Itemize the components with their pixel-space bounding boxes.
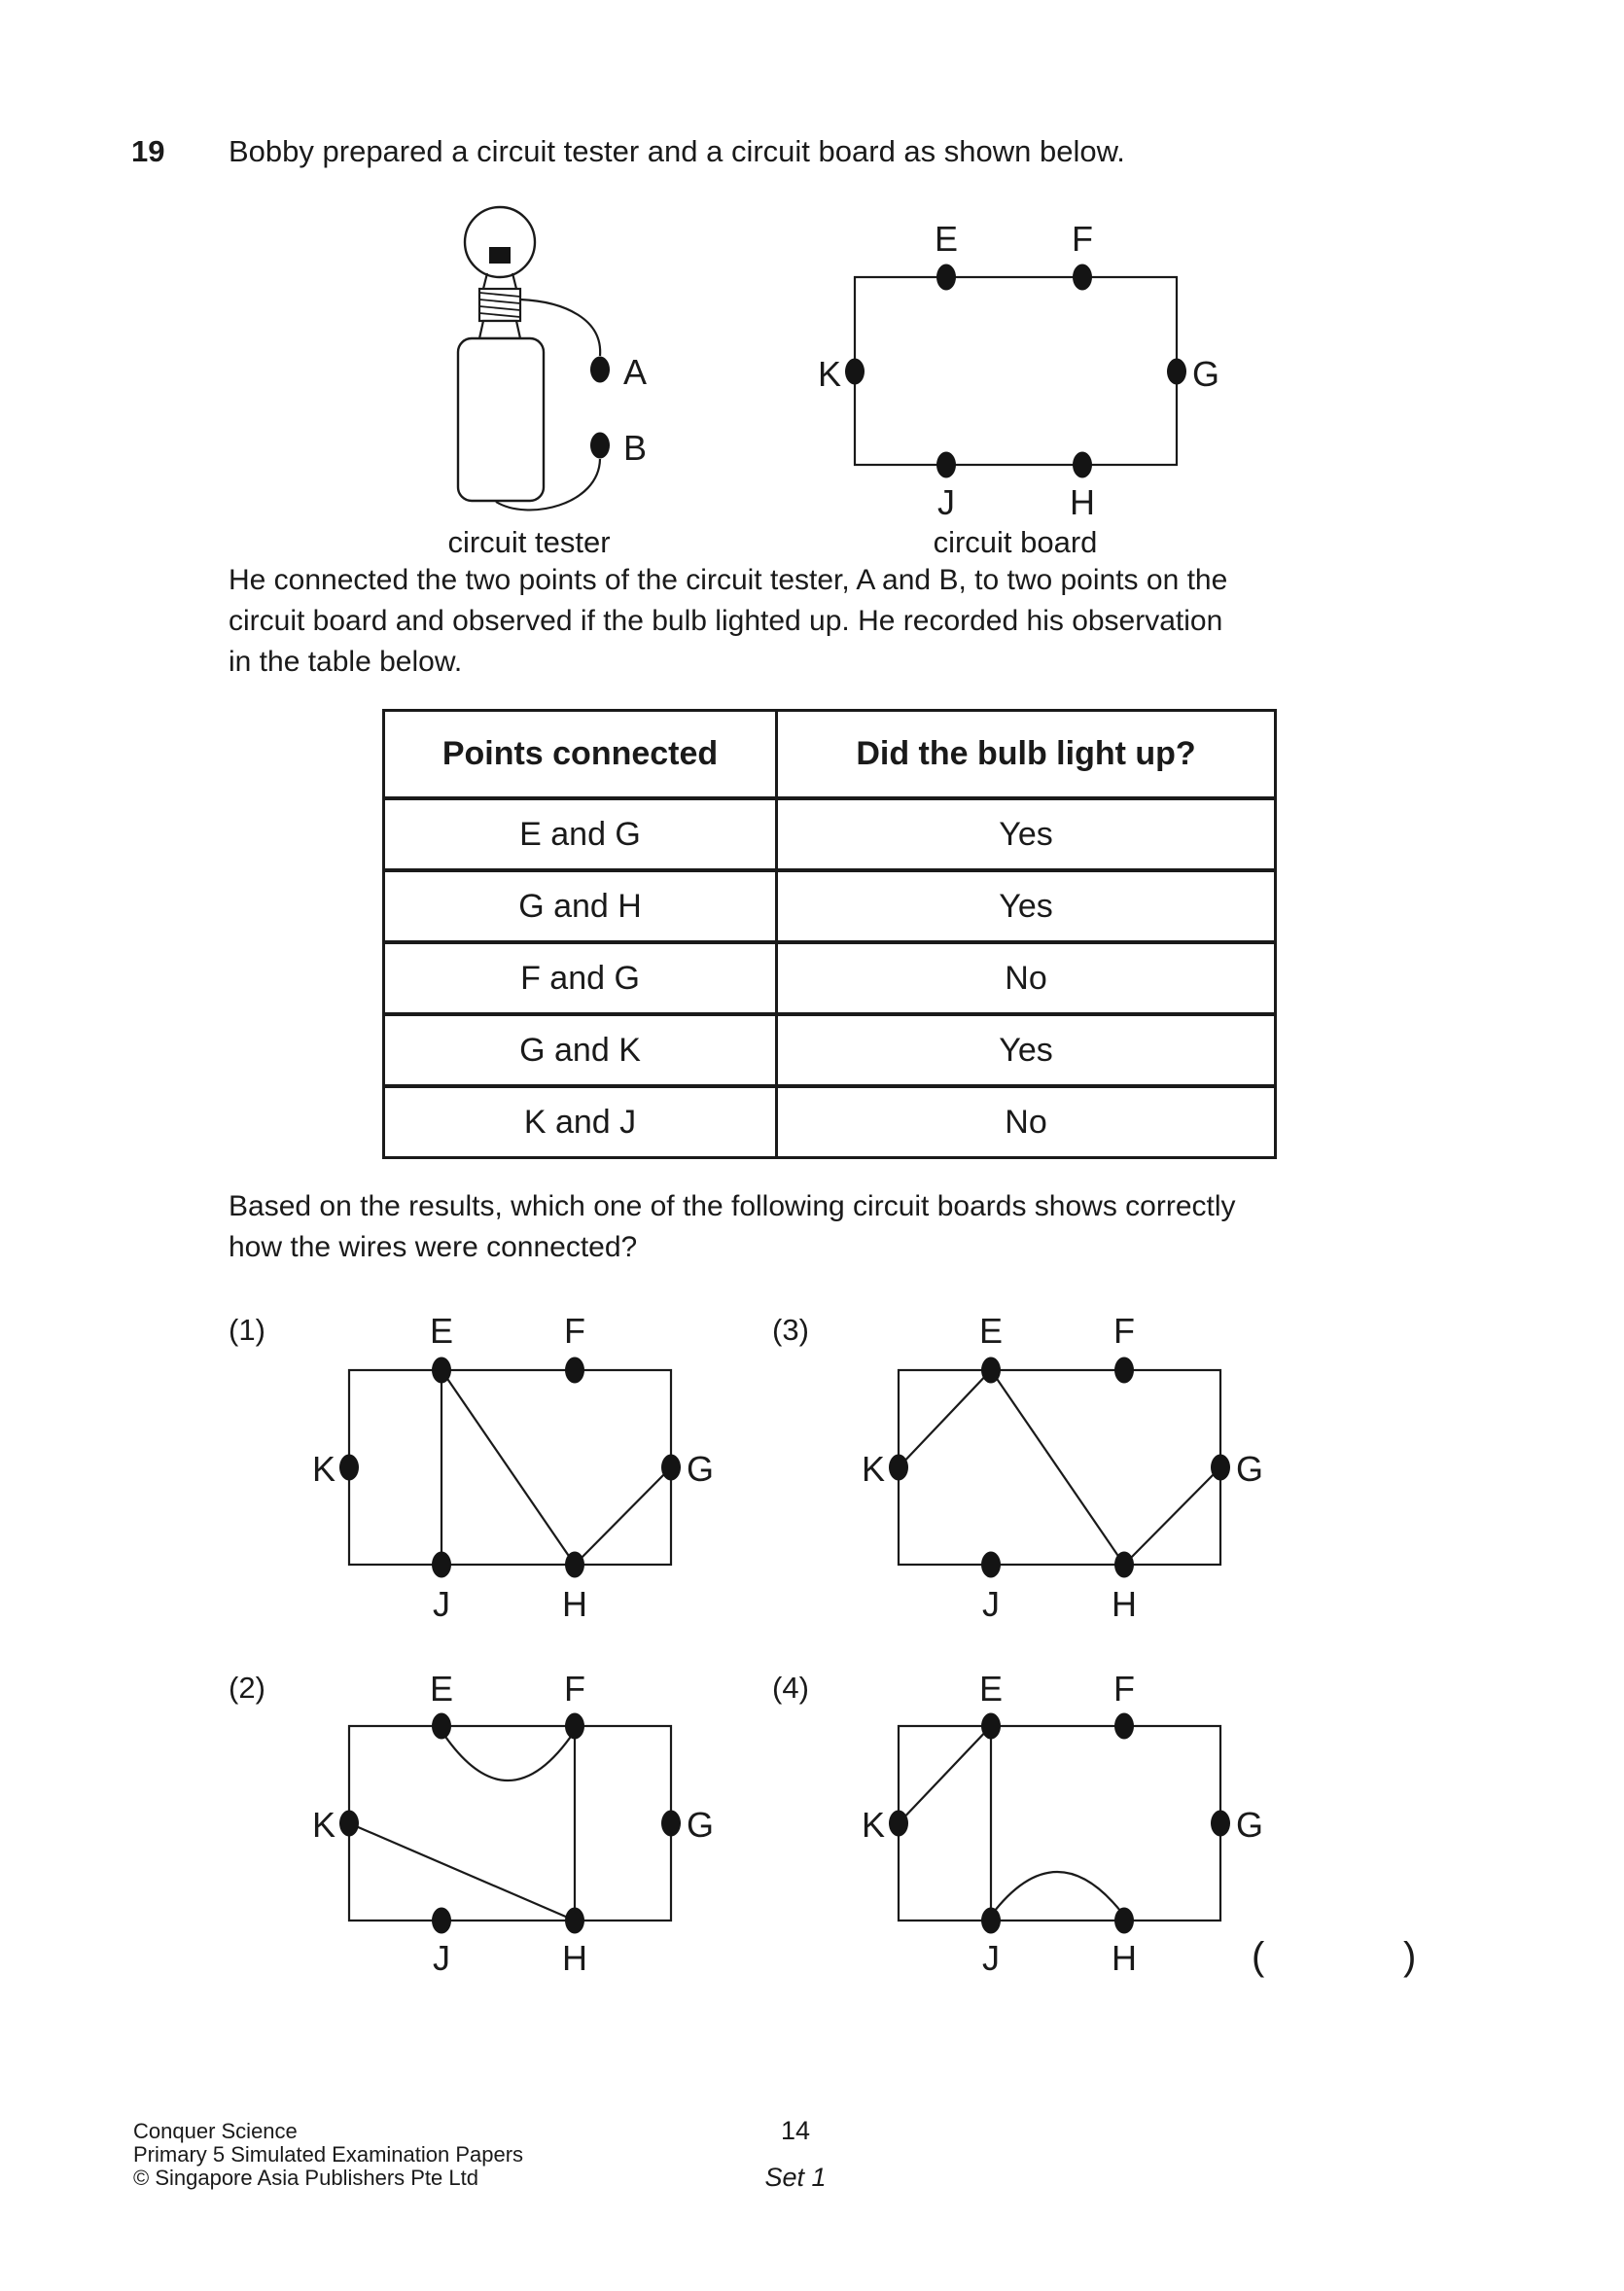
contact-point-a xyxy=(590,357,610,383)
cell-points: G and H xyxy=(384,870,777,942)
set-label: Set 1 xyxy=(764,2163,827,2192)
board-outline xyxy=(349,1370,671,1565)
contact-point-h xyxy=(1114,1908,1134,1934)
contact-point-j xyxy=(981,1552,1001,1578)
point-label-b: B xyxy=(623,428,648,468)
point-label-g: G xyxy=(687,1805,715,1845)
answer-bracket-close: ) xyxy=(1403,1935,1417,1978)
contact-point-h xyxy=(1114,1552,1134,1578)
paragraph-line: He connected the two points of the circuit tester, A and B, to two points on the xyxy=(229,564,1228,596)
wire-e-h xyxy=(441,1370,575,1565)
mcq-question-text xyxy=(229,1186,1236,1268)
contact-point-k xyxy=(889,1811,908,1837)
contact-point-b xyxy=(590,433,610,459)
point-label-j: J xyxy=(982,1584,1000,1624)
point-label-k: K xyxy=(861,1805,885,1845)
contact-point-e xyxy=(432,1357,451,1384)
contact-point-g xyxy=(661,1455,681,1481)
contact-point-e xyxy=(936,264,956,291)
point-label-g: G xyxy=(1236,1805,1264,1845)
option-1-label: (1) xyxy=(229,1313,265,1347)
point-label-k: K xyxy=(311,1449,335,1489)
wire-h-g xyxy=(1124,1467,1220,1565)
point-label-k: K xyxy=(861,1449,885,1489)
wire-j-h-curved xyxy=(991,1872,1124,1916)
point-label-g: G xyxy=(1192,354,1220,394)
option-4-label: (4) xyxy=(772,1671,809,1705)
wire-k-e xyxy=(899,1370,991,1467)
point-label-f: F xyxy=(1072,219,1093,259)
option-3-label: (3) xyxy=(772,1313,809,1347)
point-label-e: E xyxy=(978,1311,1004,1351)
wire-e-f-curved xyxy=(441,1731,575,1780)
point-label-k: K xyxy=(311,1805,335,1845)
point-label-k: K xyxy=(817,354,841,394)
contact-point-g xyxy=(1211,1811,1230,1837)
point-label-j: J xyxy=(433,1584,450,1624)
board-outline xyxy=(349,1726,671,1921)
point-label-e: E xyxy=(429,1669,454,1709)
option-4-board xyxy=(879,1711,1268,1964)
circuit-tester-figure xyxy=(418,175,671,525)
point-label-a: A xyxy=(623,352,648,392)
cell-points: K and J xyxy=(384,1086,777,1158)
circuit-board-figure xyxy=(836,263,1225,486)
cell-lit: Yes xyxy=(777,1014,1276,1086)
battery-icon xyxy=(458,338,544,501)
contact-point-h xyxy=(565,1908,584,1934)
point-label-f: F xyxy=(564,1311,585,1351)
cell-lit: Yes xyxy=(777,870,1276,942)
option-2-label: (2) xyxy=(229,1671,265,1705)
tester-caption: circuit tester xyxy=(447,525,611,559)
point-label-h: H xyxy=(1112,1938,1137,1978)
bulb-glass-icon xyxy=(465,207,535,277)
question-text: Bobby prepared a circuit tester and a circuit board as shown below. xyxy=(229,134,1125,168)
answer-bracket-open: ( xyxy=(1252,1935,1265,1978)
page-number: 14 xyxy=(780,2116,811,2145)
table-row xyxy=(384,942,1276,1014)
contact-point-h xyxy=(565,1552,584,1578)
question2-line: how the wires were connected? xyxy=(229,1231,638,1263)
wire-k-e xyxy=(899,1726,991,1823)
point-label-e: E xyxy=(978,1669,1004,1709)
contact-point-j xyxy=(432,1552,451,1578)
footer-line: Primary 5 Simulated Examination Papers xyxy=(133,2142,524,2167)
point-label-j: J xyxy=(982,1938,1000,1978)
contact-point-k xyxy=(339,1455,359,1481)
point-label-f: F xyxy=(1113,1669,1135,1709)
paragraph-line: circuit board and observed if the bulb lighted up. He recorded his observation xyxy=(229,605,1223,637)
cell-lit: No xyxy=(777,942,1276,1014)
option-2-board xyxy=(330,1711,719,1964)
option-1-board xyxy=(330,1356,719,1608)
contact-point-f xyxy=(1114,1713,1134,1740)
cell-points: E and G xyxy=(384,798,777,870)
point-label-e: E xyxy=(429,1311,454,1351)
point-label-j: J xyxy=(433,1938,450,1978)
cell-points: F and G xyxy=(384,942,777,1014)
paragraph-line: in the table below. xyxy=(229,646,463,678)
contact-point-g xyxy=(1211,1455,1230,1481)
cell-lit: No xyxy=(777,1086,1276,1158)
contact-point-k xyxy=(339,1811,359,1837)
footer-line: Conquer Science xyxy=(133,2119,298,2143)
contact-point-f xyxy=(565,1713,584,1740)
point-label-g: G xyxy=(687,1449,715,1489)
wire-h-g xyxy=(575,1467,671,1565)
point-label-h: H xyxy=(1070,482,1095,522)
question2-line: Based on the results, which one of the following circuit boards shows correctly xyxy=(229,1190,1236,1222)
point-label-h: H xyxy=(562,1938,587,1978)
question-number: 19 xyxy=(131,134,165,168)
table-header-lit: Did the bulb light up? xyxy=(777,711,1276,799)
battery-cap-icon xyxy=(479,321,520,338)
cell-lit: Yes xyxy=(777,798,1276,870)
table-row xyxy=(384,798,1276,870)
contact-point-f xyxy=(565,1357,584,1384)
board-outline xyxy=(855,277,1177,465)
bulb-filament-icon xyxy=(489,247,511,264)
wire-e-h xyxy=(991,1370,1124,1565)
contact-point-e xyxy=(981,1713,1001,1740)
contact-point-g xyxy=(1167,359,1186,385)
table-header-points: Points connected xyxy=(384,711,777,799)
contact-point-e xyxy=(981,1357,1001,1384)
contact-point-h xyxy=(1073,452,1092,478)
point-label-e: E xyxy=(934,219,959,259)
option-3-board xyxy=(879,1356,1268,1608)
cell-points: G and K xyxy=(384,1014,777,1086)
point-label-j: J xyxy=(937,482,955,522)
point-label-h: H xyxy=(1112,1584,1137,1624)
board-outline xyxy=(899,1726,1220,1921)
contact-point-e xyxy=(432,1713,451,1740)
contact-point-f xyxy=(1073,264,1092,291)
table-row xyxy=(384,1014,1276,1086)
contact-point-k xyxy=(889,1455,908,1481)
point-label-h: H xyxy=(562,1584,587,1624)
contact-point-k xyxy=(845,359,865,385)
footer-line: © Singapore Asia Publishers Pte Ltd xyxy=(133,2166,478,2190)
point-label-f: F xyxy=(564,1669,585,1709)
point-label-g: G xyxy=(1236,1449,1264,1489)
observation-table xyxy=(382,709,1277,1159)
wire-k-h xyxy=(349,1823,575,1921)
table-header-row xyxy=(384,711,1276,799)
board-caption: circuit board xyxy=(933,525,1098,559)
footer-publisher-block xyxy=(133,2120,523,2190)
board-outline xyxy=(899,1370,1220,1565)
point-label-f: F xyxy=(1113,1311,1135,1351)
contact-point-j xyxy=(981,1908,1001,1934)
contact-point-f xyxy=(1114,1357,1134,1384)
intro-paragraph xyxy=(229,560,1227,683)
contact-point-j xyxy=(432,1908,451,1934)
table-row xyxy=(384,870,1276,942)
contact-point-j xyxy=(936,452,956,478)
table-row xyxy=(384,1086,1276,1158)
contact-point-g xyxy=(661,1811,681,1837)
